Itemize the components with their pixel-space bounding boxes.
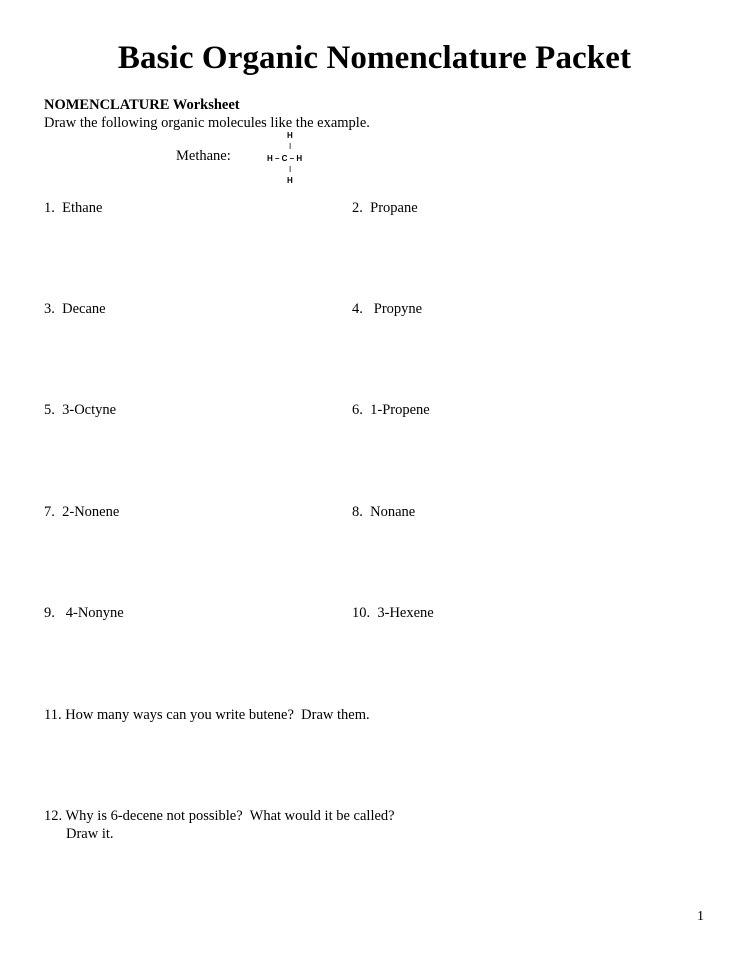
question-10: 10. 3-Hexene	[352, 605, 434, 621]
question-1: 1. Ethane	[44, 200, 103, 216]
question-4: 4. Propyne	[352, 301, 423, 317]
question-2: 2. Propane	[352, 200, 418, 216]
methane-bottom-bond: I	[289, 165, 292, 174]
question-12-continuation: Draw it.	[66, 826, 114, 842]
question-5: 5. 3-Octyne	[44, 402, 117, 418]
methane-top-bond: I	[289, 142, 292, 151]
instructions: Draw the following organic molecules like the example.	[44, 115, 370, 131]
question-8: 8. Nonane	[352, 504, 416, 520]
example-label: Methane:	[176, 148, 231, 164]
methane-bottom-hydrogen: H	[287, 176, 293, 185]
methane-middle-row: H – C – H	[267, 154, 303, 163]
question-7: 7. 2-Nonene	[44, 504, 120, 520]
question-11: 11. How many ways can you write butene? Draw them.	[44, 707, 370, 723]
question-3: 3. Decane	[44, 301, 106, 317]
methane-top-hydrogen: H	[287, 131, 293, 140]
question-12: 12. Why is 6-decene not possible? What would it be called?	[44, 808, 395, 824]
page-title: Basic Organic Nomenclature Packet	[117, 40, 632, 76]
section-heading: NOMENCLATURE Worksheet	[44, 97, 240, 113]
page-number: 1	[697, 909, 704, 924]
question-9: 9. 4-Nonyne	[44, 605, 124, 621]
methane-structure	[266, 130, 320, 188]
question-6: 6. 1-Propene	[352, 402, 430, 418]
